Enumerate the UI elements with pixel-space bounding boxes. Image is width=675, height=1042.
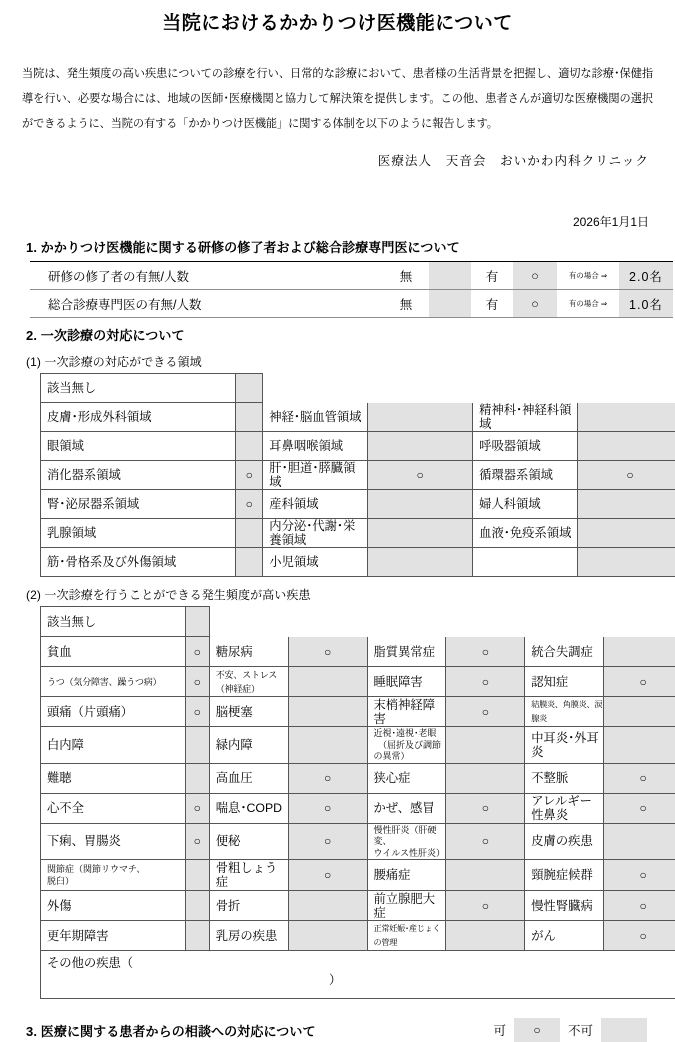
table-row [41, 667, 675, 697]
training-table [30, 261, 673, 318]
disease-checkbox[interactable]: ○ [446, 667, 525, 697]
disease-name: アレルギー性鼻炎 [525, 793, 604, 823]
area-checkbox[interactable] [236, 432, 263, 461]
primary-care-areas-table [40, 373, 675, 577]
disease-checkbox[interactable] [604, 727, 675, 764]
disease-checkbox[interactable] [604, 823, 675, 860]
disease-name: 便秘 [209, 823, 288, 860]
disease-checkbox[interactable]: ○ [604, 667, 675, 697]
section-3-heading: 3. 医療に関する患者からの相談への対応について [26, 1021, 485, 1040]
disease-checkbox[interactable] [288, 697, 367, 727]
area-checkbox[interactable]: ○ [368, 461, 473, 490]
area-name: 眼領域 [41, 432, 236, 461]
disease-name: 脳梗塞 [209, 697, 288, 727]
disease-checkbox[interactable]: ○ [604, 860, 675, 891]
disease-name: 不整脈 [525, 763, 604, 793]
organization-name: 医療法人 天音会 おいかわ内科クリニック [20, 151, 649, 169]
disease-checkbox[interactable]: ○ [288, 823, 367, 860]
consultation-yes-checkbox[interactable]: ○ [514, 1018, 560, 1042]
area-checkbox[interactable] [368, 432, 473, 461]
disease-name: 高血圧 [209, 763, 288, 793]
primary-care-diseases-table [40, 606, 675, 999]
table-row [41, 763, 675, 793]
disease-name: 難聴 [41, 763, 186, 793]
page-title: 当院におけるかかりつけ医機能について [20, 10, 655, 38]
disease-name: がん [525, 921, 604, 951]
report-date: 2026年1月1日 [20, 213, 649, 230]
disease-checkbox[interactable] [446, 727, 525, 764]
option-no-checkbox[interactable] [429, 262, 471, 290]
disease-checkbox[interactable] [185, 727, 209, 764]
consultation-no-label: 不可 [560, 1021, 601, 1039]
disease-checkbox[interactable] [288, 921, 367, 951]
disease-name: 外傷 [41, 891, 186, 921]
area-checkbox[interactable]: ○ [236, 490, 263, 519]
other-diseases-cell[interactable] [41, 951, 675, 999]
disease-name: 頭痛（片頭痛） [41, 697, 186, 727]
disease-checkbox[interactable]: ○ [185, 637, 209, 667]
section-2-2-heading: (2) 一次診療を行うことができる発生頻度が高い疾患 [26, 586, 655, 603]
disease-checkbox[interactable] [446, 921, 525, 951]
option-yes-checkbox[interactable]: ○ [513, 290, 557, 318]
document-page [0, 10, 675, 1034]
disease-checkbox[interactable] [185, 921, 209, 951]
table-row [41, 951, 675, 999]
disease-name: 中耳炎･外耳炎 [525, 727, 604, 764]
section-2-heading: 2. 一次診療の対応について [26, 325, 655, 344]
area-name: 血液･免疫系領域 [473, 519, 578, 548]
area-checkbox[interactable] [236, 548, 263, 577]
section-2-1-heading: (1) 一次診療の対応ができる領域 [26, 353, 655, 370]
blank-filler [263, 374, 675, 403]
disease-name: 緑内障 [209, 727, 288, 764]
disease-name: 下痢、胃腸炎 [41, 823, 186, 860]
disease-name: 睡眠障害 [367, 667, 446, 697]
table-row [41, 860, 675, 891]
disease-checkbox[interactable] [604, 697, 675, 727]
disease-checkbox[interactable] [446, 763, 525, 793]
disease-checkbox[interactable]: ○ [185, 697, 209, 727]
disease-name: 正常妊娠･産じょくの管理 [367, 921, 446, 951]
disease-checkbox[interactable]: ○ [288, 637, 367, 667]
disease-checkbox[interactable]: ○ [288, 763, 367, 793]
not-applicable-label: 該当無し [41, 607, 186, 637]
area-checkbox[interactable] [578, 432, 675, 461]
area-name: 内分泌･代謝･栄養領域 [263, 519, 368, 548]
area-name: 呼吸器領域 [473, 432, 578, 461]
disease-checkbox[interactable]: ○ [185, 823, 209, 860]
area-checkbox[interactable] [578, 519, 675, 548]
option-no-checkbox[interactable] [429, 290, 471, 318]
table-row [41, 461, 675, 490]
disease-name: 更年期障害 [41, 921, 186, 951]
section-1-heading: 1. かかりつけ医機能に関する研修の修了者および総合診療専門医について [26, 237, 655, 256]
area-name: 婦人科領域 [473, 490, 578, 519]
disease-name: かぜ、感冒 [367, 793, 446, 823]
disease-checkbox[interactable] [288, 667, 367, 697]
disease-name: 貧血 [41, 637, 186, 667]
disease-name: 結膜炎、角膜炎、涙腺炎 [525, 697, 604, 727]
disease-name: 骨粗しょう症 [209, 860, 288, 891]
disease-checkbox[interactable]: ○ [185, 793, 209, 823]
disease-name: 喘息･COPD [209, 793, 288, 823]
disease-name: 関節症（関節リウマチ、 脱臼） [41, 860, 186, 891]
disease-name: 前立腺肥大症 [367, 891, 446, 921]
disease-name: 皮膚の疾患 [525, 823, 604, 860]
disease-name: 白内障 [41, 727, 186, 764]
disease-checkbox[interactable]: ○ [446, 823, 525, 860]
disease-name: 認知症 [525, 667, 604, 697]
area-name: 腎･泌尿器系領域 [41, 490, 236, 519]
disease-checkbox[interactable]: ○ [604, 793, 675, 823]
area-checkbox[interactable] [236, 519, 263, 548]
disease-checkbox[interactable] [185, 860, 209, 891]
disease-checkbox[interactable]: ○ [604, 921, 675, 951]
disease-name: 末梢神経障害 [367, 697, 446, 727]
area-checkbox[interactable] [578, 403, 675, 432]
condition-note: 有の場合 ⇒ [557, 290, 619, 318]
area-name: 乳腺領域 [41, 519, 236, 548]
area-name: 精神科･神経科領域 [473, 403, 578, 432]
table-row [41, 519, 675, 548]
person-count-value[interactable]: 1.0名 [619, 290, 673, 318]
disease-name: 慢性腎臓病 [525, 891, 604, 921]
area-name: 筋･骨格系及び外傷領域 [41, 548, 236, 577]
disease-checkbox[interactable]: ○ [288, 793, 367, 823]
area-checkbox[interactable]: ○ [236, 461, 263, 490]
disease-name: 慢性肝炎（肝硬変、 ウイルス性肝炎） [367, 823, 446, 860]
disease-checkbox[interactable] [446, 860, 525, 891]
disease-name: 乳房の疾患 [209, 921, 288, 951]
table-row [41, 490, 675, 519]
disease-checkbox[interactable] [604, 637, 675, 667]
blank-filler [209, 607, 675, 637]
area-name: 耳鼻咽喉領域 [263, 432, 368, 461]
area-checkbox[interactable] [368, 403, 473, 432]
area-name [473, 548, 578, 577]
option-no-label: 無 [383, 290, 429, 318]
table-row [41, 607, 675, 637]
not-applicable-checkbox[interactable] [236, 374, 263, 403]
disease-name: 近視･遠視･老眼 （屈折及び調節の異常） [367, 727, 446, 764]
option-yes-checkbox[interactable]: ○ [513, 262, 557, 290]
table-row [30, 290, 673, 318]
area-checkbox[interactable] [578, 490, 675, 519]
area-name: 肝･胆道･膵臓領域 [263, 461, 368, 490]
disease-name: 狭心症 [367, 763, 446, 793]
option-yes-label: 有 [471, 290, 513, 318]
area-name: 循環器系領域 [473, 461, 578, 490]
consultation-options [485, 1018, 647, 1042]
table-row [41, 637, 675, 667]
disease-name: 心不全 [41, 793, 186, 823]
other-diseases-label: その他の疾患（ [47, 956, 133, 970]
area-name: 産科領域 [263, 490, 368, 519]
other-diseases-close-paren: ） [329, 973, 341, 987]
area-name: 小児領域 [263, 548, 368, 577]
disease-name: 不安、ストレス（神経症） [209, 667, 288, 697]
disease-checkbox[interactable] [288, 891, 367, 921]
disease-checkbox[interactable]: ○ [288, 860, 367, 891]
table-row [41, 891, 675, 921]
disease-checkbox[interactable]: ○ [604, 891, 675, 921]
disease-name: 骨折 [209, 891, 288, 921]
disease-checkbox[interactable] [185, 891, 209, 921]
condition-note: 有の場合 ⇒ [557, 262, 619, 290]
table-row [41, 374, 675, 403]
consultation-no-checkbox[interactable] [601, 1018, 647, 1042]
table-row [41, 432, 675, 461]
disease-checkbox[interactable]: ○ [446, 793, 525, 823]
not-applicable-checkbox[interactable] [185, 607, 209, 637]
intro-paragraph: 当院は、発生頻度の高い疾患についての診療を行い、日常的な診療において、患者様の生活背景を把握し、適切な診療･保健指導を行い、必要な場合には、地域の医師･医療機関と協力して解決策を提供します。この他、患者さんが適切な医療機関の選択ができるように、当院の有する「かかりつけ医機能」に関する体制を以下のように報告します。 [22, 62, 653, 137]
disease-name: 腰痛症 [367, 860, 446, 891]
disease-name: 統合失調症 [525, 637, 604, 667]
area-checkbox[interactable] [368, 548, 473, 577]
table-row [41, 697, 675, 727]
disease-checkbox[interactable] [185, 763, 209, 793]
table-row [41, 823, 675, 860]
not-applicable-label: 該当無し [41, 374, 236, 403]
disease-checkbox[interactable]: ○ [185, 667, 209, 697]
disease-name: うつ（気分障害、躁うつ病） [41, 667, 186, 697]
disease-checkbox[interactable]: ○ [604, 763, 675, 793]
table-row [30, 262, 673, 290]
disease-checkbox[interactable] [288, 727, 367, 764]
table-row [41, 403, 675, 432]
area-checkbox[interactable] [578, 548, 675, 577]
area-checkbox[interactable] [236, 403, 263, 432]
table-row [41, 548, 675, 577]
disease-name: 脂質異常症 [367, 637, 446, 667]
training-row-label: 総合診療専門医の有無/人数 [30, 290, 383, 318]
area-checkbox[interactable] [368, 490, 473, 519]
area-checkbox[interactable]: ○ [578, 461, 675, 490]
disease-checkbox[interactable]: ○ [446, 697, 525, 727]
training-row-label: 研修の修了者の有無/人数 [30, 262, 383, 290]
disease-checkbox[interactable]: ○ [446, 637, 525, 667]
disease-name: 糖尿病 [209, 637, 288, 667]
disease-name: 頸腕症候群 [525, 860, 604, 891]
area-name: 皮膚･形成外科領域 [41, 403, 236, 432]
consultation-yes-label: 可 [485, 1021, 514, 1039]
section-3-row [26, 1018, 655, 1042]
person-count-value[interactable]: 2.0名 [619, 262, 673, 290]
table-row [41, 727, 675, 764]
disease-checkbox[interactable]: ○ [446, 891, 525, 921]
area-checkbox[interactable] [368, 519, 473, 548]
area-name: 消化器系領域 [41, 461, 236, 490]
area-name: 神経･脳血管領域 [263, 403, 368, 432]
option-no-label: 無 [383, 262, 429, 290]
table-row [41, 793, 675, 823]
option-yes-label: 有 [471, 262, 513, 290]
table-row [41, 921, 675, 951]
